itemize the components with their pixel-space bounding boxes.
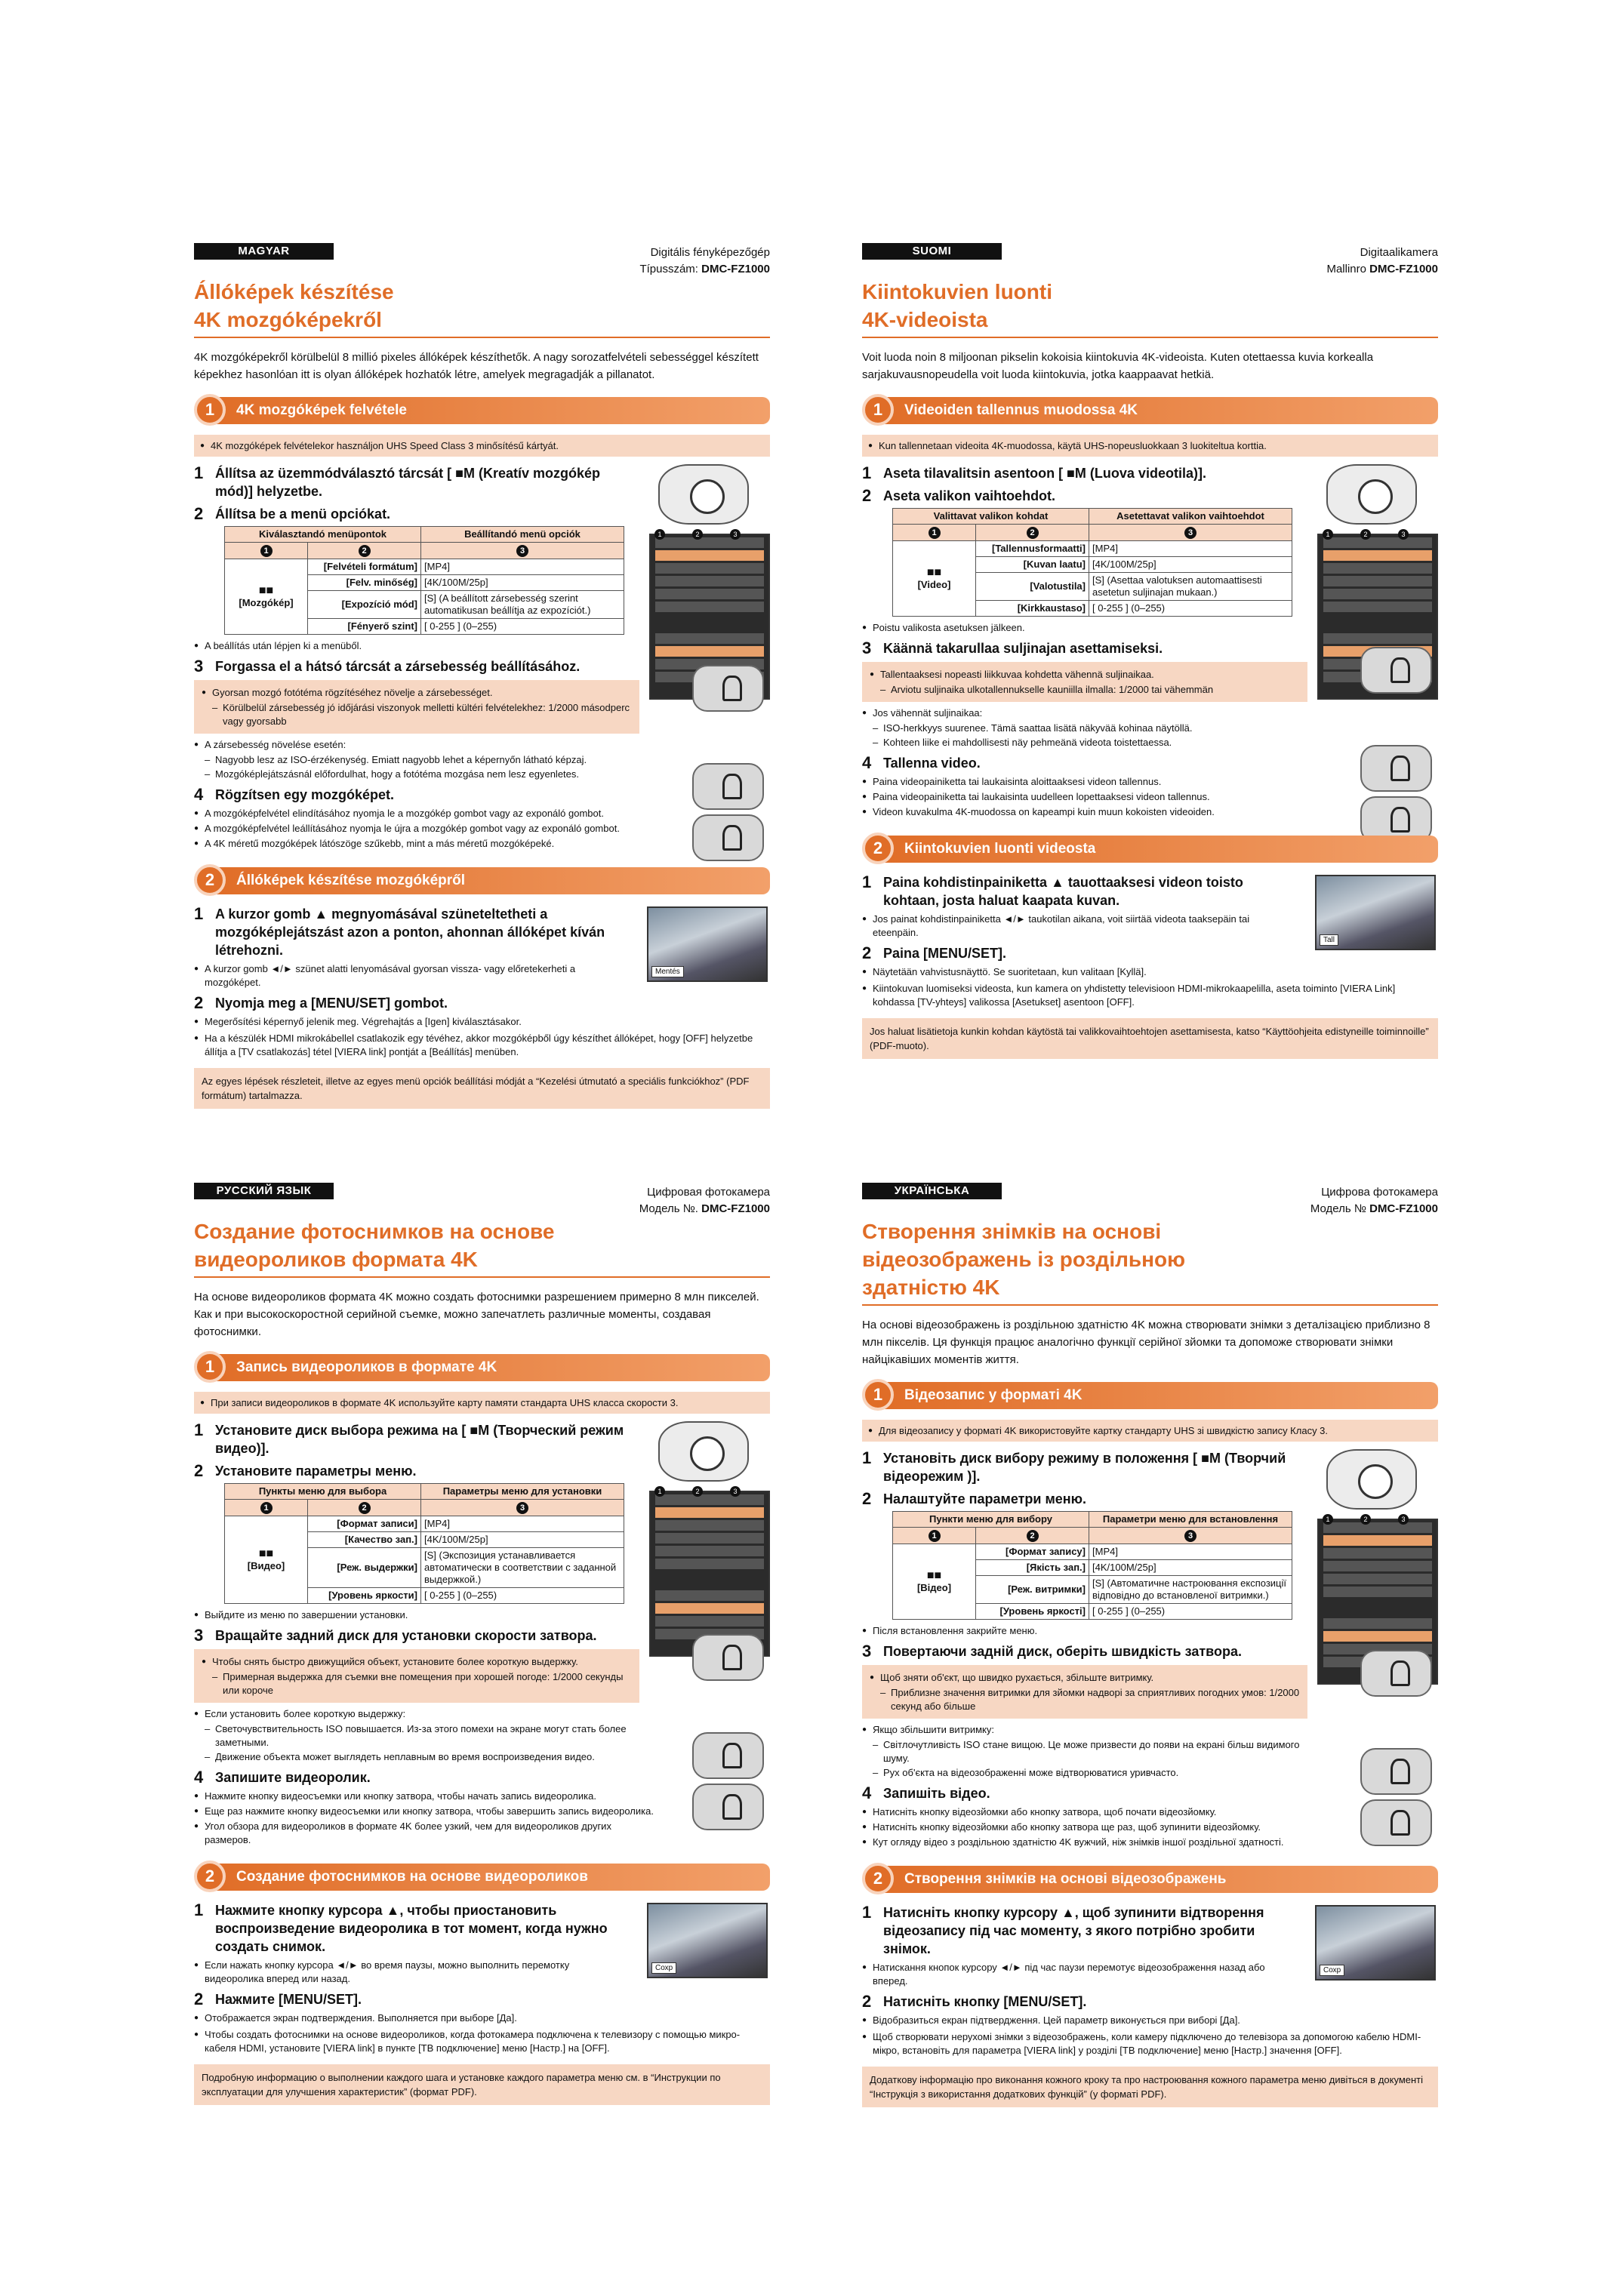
menu-group-label: [Відео] (916, 1581, 952, 1593)
table-row-key: [Kuvan laatu] (976, 557, 1089, 573)
step-1b: 1 Натисніть кнопку курсору ▲, щоб зупинити відтворення відеозапису під час моменту, з якого потрібно зробити знімок. (862, 1903, 1264, 1956)
callout-2-icon: 2 (692, 1486, 703, 1497)
playback-photo-illustration (1315, 1905, 1436, 1981)
table-row-key: [Fényerő szint] (308, 619, 421, 635)
panel-russian (194, 1183, 770, 2105)
cursor-note: ● Натискання кнопок курсору ◄/► під час паузи перемотує відеозображення назад або вперед. (862, 1961, 1285, 1988)
card-note: ● Kun tallennetaan videoita 4K-muodossa, käytä UHS-nopeusluokkaan 3 luokiteltua korttia. (862, 435, 1438, 457)
hdmi-note: ● Kiintokuvan luomiseksi videosta, kun kamera on yhdistetty televisioon HDMI-mikrokaapelilla, aseta toiminto [VIERA Link] kohdassa [TV-yhteys] valikossa [Asetukset] asentoon [OFF]. (862, 982, 1438, 1009)
step-text: Tallenna video. (883, 756, 981, 771)
tip-detail: – Körülbelül zársebesség jó időjárási viszonyok melletti kültéri felvételekhez: 1/2000 másodperc vagy gyorsabb (202, 701, 632, 728)
section-title: Відеозапис у форматі 4K (904, 1387, 1083, 1403)
table-row-key: [Формат запису] (976, 1544, 1089, 1560)
intro-text: 4K mozgóképekről körülbelül 8 millió pixeles állóképek készíthetők. A nagy sorozatfelvételi sebességgel készített képekhez hasonlóan itt is olyan állóképek hozhatók létre, amelyek megragadják a pillanatot. (194, 351, 759, 381)
step-2: 2 Установите параметры меню. (194, 1461, 417, 1480)
record-note: ● A mozgóképfelvétel leállításához nyomja le újra a mozgókép gombot vagy az exponáló gombot. (194, 822, 654, 836)
table-row-value: [4K/100M/25p] (421, 1532, 624, 1548)
section-1-header (862, 1379, 1438, 1412)
section-number: 1 (194, 1351, 226, 1383)
card-note: ● При записи видеороликов в формате 4K используйте карту памяти стандарта UHS класса скорости 3. (194, 1392, 770, 1414)
record-note: ● A mozgóképfelvétel elindításához nyomja le a mozgókép gombot vagy az exponáló gombot. (194, 807, 654, 820)
step-text: Натисніть кнопку курсору ▲, щоб зупинити відтворення відеозапису під час моменту, з якого потрібно зробити знімок. (883, 1905, 1264, 1956)
shutter-button-illustration (692, 814, 764, 861)
table-row-key: [Реж. витримки] (976, 1576, 1089, 1604)
table-row-value: [ 0-255 ] (0–255) (1089, 601, 1292, 617)
section-title: Запись видеороликов в формате 4K (236, 1359, 497, 1375)
menu-group-label: [Mozgókép] (239, 596, 294, 608)
model-code: DMC-FZ1000 (701, 1202, 770, 1215)
after-setting-note: ● A beállítás után lépjen ki a menüből. (194, 639, 770, 653)
section-number: 2 (862, 1863, 894, 1894)
table-row-value: [S] (A beállított zársebesség szerint automatikusan beállítja az expozíciót.) (421, 591, 624, 619)
confirm-note: ● Відобразиться екран підтвердження. Цей параметр виконується при виборі [Да]. (862, 2014, 1300, 2027)
section-1-header (194, 1351, 770, 1384)
product-type: Digitaalikamera (1360, 246, 1438, 259)
shutter-note-detail: – Kohteen liike ei mahdollisesti näy pehmeänä videota toistettaessa. (862, 736, 1315, 749)
table-row-value: [MP4] (1089, 541, 1292, 557)
title-line-2: 4K-videoista (862, 308, 988, 331)
section-number: 1 (194, 394, 226, 426)
callout-1-icon: 1 (1323, 529, 1333, 540)
section-number: 1 (862, 394, 894, 426)
step-text: Натисніть кнопку [MENU/SET]. (883, 1994, 1087, 2009)
model-info (1242, 245, 1438, 278)
step-text: Állítsa az üzemmódválasztó tárcsát [ ■M (Kreatív mozgókép mód)] helyzetbe. (215, 466, 601, 499)
shutter-note: ● Если установить более короткую выдержку: (194, 1707, 770, 1721)
shutter-note-detail: – Движение объекта может выглядеть неплавным во время воспроизведения видео. (194, 1750, 647, 1764)
callout-1-icon: 1 (654, 1486, 665, 1497)
table-row-key: [Уровень яркості] (976, 1604, 1089, 1620)
intro-text: На основі відеозображень із роздільною здатністю 4K можна створювати знімки з деталізацією приблизно 8 млн пікселів. Ця функція працює аналогічно функції серійної зйомки та допоможе створювати знімки найцікавіших моментів життя. (862, 1319, 1431, 1366)
confirm-note: ● Megerősítési képernyő jelenik meg. Végrehajtás a [Igen] kiválasztásakor. (194, 1015, 632, 1029)
shutter-note-detail: – Світлочутливість ISO стане вищою. Це може призвести до появи на екрані більш видимого шуму. (862, 1738, 1315, 1765)
product-type: Цифрова фотокамера (1321, 1186, 1438, 1199)
table-header-items: Пункти меню для вибору (893, 1512, 1089, 1528)
section-2-header (194, 864, 770, 897)
section-1-header (862, 394, 1438, 427)
playback-photo-illustration (647, 906, 768, 982)
section-1-header (194, 394, 770, 427)
step-4: 4 Запишіть відео. (862, 1784, 990, 1802)
step-2b: 2 Нажмите [MENU/SET]. (194, 1990, 362, 2008)
table-row-value: [4K/100M/25p] (1089, 557, 1292, 573)
step-2b: 2 Paina [MENU/SET]. (862, 943, 1007, 962)
title-rule (862, 337, 1438, 338)
table-row-key: [Expozíció mód] (308, 591, 421, 619)
title-line-2: 4K mozgóképekről (194, 308, 382, 331)
table-row-value: [MP4] (421, 1516, 624, 1532)
cursor-note: ● Если нажать кнопку курсора ◄/► во время паузы, можно выполнить перемотку видеоролика вперед или назад. (194, 1959, 617, 1986)
record-note: ● A 4K méretű mozgóképek látószöge szűkebb, mint a más méretű mozgóképeké. (194, 837, 654, 851)
steps-1-block (194, 1421, 770, 1622)
callout-3-icon: 3 (1398, 1514, 1409, 1525)
shutter-button-illustration (1360, 1799, 1432, 1846)
section-2-header (194, 1860, 770, 1894)
table-header-items: Пункты меню для выбора (225, 1484, 421, 1500)
photo-tag: Сохр (1320, 1965, 1344, 1976)
tip-text: ● Tallentaaksesi nopeasti liikkuvaa kohdetta vähennä suljinaikaa. (870, 668, 1300, 682)
step-text: Aseta tilavalitsin asentoon [ ■M (Luova videotila)]. (883, 466, 1206, 481)
language-label: УКРАЇНСЬКА (862, 1183, 1002, 1199)
menu-group: ■■ [Mozgókép] (225, 559, 308, 635)
step-3: 3 Forgassa el a hátsó tárcsát a zársebesség beállításához. (194, 657, 581, 676)
section-number: 2 (194, 1860, 226, 1892)
shutter-speed-tip (862, 1665, 1307, 1719)
panel-header (862, 243, 1438, 278)
menu-settings-table: Пункты меню для выбора Параметры меню для установки 1 2 3 ■■ [Видео] [Формат записи] [MP4] [Качество зап.] [4K/100M/25p] [Реж. выдержки] [S] (Экспозиция устанавливается автоматически в соответствии с заданной выдержкой.) [Уровень яркости] [ 0-255 ] (0–255) (224, 1483, 624, 1604)
table-row-key: [Kirkkaustaso] (976, 601, 1089, 617)
step-4: 4 Запишите видеоролик. (194, 1768, 371, 1787)
card-note: ● Для відеозапису у форматі 4K використовуйте картку стандарту UHS зі швидкістю запису Класу 3. (862, 1420, 1438, 1442)
steps-3-4-block (194, 657, 770, 851)
title-line-1: Создание фотоснимков на основе (194, 1220, 555, 1243)
table-row-key: [Felv. minőség] (308, 575, 421, 591)
step-1: 1 Aseta tilavalitsin asentoon [ ■M (Luova videotila)]. (862, 463, 1206, 482)
table-row-value: [ 0-255 ] (0–255) (421, 1588, 624, 1604)
step-4: 4 Rögzítsen egy mozgóképet. (194, 785, 395, 804)
model-label: Модель № (1310, 1202, 1366, 1215)
product-type: Цифровая фотокамера (647, 1186, 770, 1199)
card-note: ● 4K mozgóképek felvételekor használjon UHS Speed Class 3 minősítésű kártyát. (194, 435, 770, 457)
product-type: Digitális fényképezőgép (650, 246, 770, 259)
after-setting-note: ● Poistu valikosta asetuksen jälkeen. (862, 621, 1438, 635)
shutter-note: ● A zársebesség növelése esetén: (194, 738, 770, 752)
title-line-2: відеозображень із роздільною здатністю 4K (862, 1248, 1186, 1299)
table-row-value: [MP4] (421, 559, 624, 575)
steps-3-4-block (194, 1627, 770, 1847)
page-title (194, 1217, 587, 1273)
step-text: Повертаючи задній диск, оберіть швидкість затвора. (883, 1644, 1242, 1659)
section-title: Állóképek készítése mozgóképről (236, 873, 466, 888)
title-line-1: Állóképek készítése (194, 280, 394, 303)
table-row-value: [4K/100M/25p] (1089, 1560, 1292, 1576)
steps-1-block (862, 1449, 1438, 1638)
step-text: Установите параметры меню. (215, 1463, 417, 1479)
table-row-value: [ 0-255 ] (0–255) (1089, 1604, 1292, 1620)
step-text: Rögzítsen egy mozgóképet. (215, 787, 395, 802)
menu-settings-table: Пункти меню для вибору Параметри меню для встановлення 1 2 3 ■■ [Відео] [Формат запису] [MP4] [Якість зап.] [4K/100M/25p] [Реж. витримки] [S] (Автоматичне настроювання експозиції відповідно до встановленої витримки.) [Уровень яркості] [ 0-255 ] (0–255) (892, 1511, 1292, 1620)
model-code: DMC-FZ1000 (701, 263, 770, 275)
menu-group-label: [Видео] (247, 1559, 285, 1571)
photo-tag: Mentés (651, 966, 684, 977)
page-title (862, 278, 1255, 334)
panel-ukrainian (862, 1183, 1438, 2107)
cursor-note: ● A kurzor gomb ◄/► szünet alatti lenyomásával gyorsan vissza- vagy előretekerheti a mozgóképet. (194, 962, 617, 989)
step-4: 4 Tallenna video. (862, 753, 981, 772)
footer-note: Jos haluat lisätietoja kunkin kohdan käytöstä tai valikkovaihtoehtojen asettamisesta, katso “Käyttöohjeita edistyneille toiminnoille” (PDF-muoto). (862, 1018, 1438, 1059)
model-number (574, 261, 770, 278)
panel-header (194, 1183, 770, 1217)
language-label: MAGYAR (194, 243, 334, 260)
shutter-note-detail: – Светочувствительность ISO повышается. Из-за этого помехи на экране могут стать более заметными. (194, 1722, 647, 1750)
model-info (1242, 1184, 1438, 1217)
table-header-options: Beállítandó menü opciók (421, 527, 624, 543)
steps-section-2-block (194, 905, 770, 1029)
model-label: Mallinro (1326, 263, 1366, 275)
menu-settings-table: Kiválasztandó menüpontok Beállítandó menü opciók 1 2 3 ■■ [Mozgókép] [Felvételi formátum] [MP4] [Felv. minőség] [4K/100M/25p] [Expozíció mód] [S] (A beállított zársebesség szerint automatikusan beállítja az expozíciót.) [Fényerő szint] [ 0-255 ] (0–255) (224, 526, 624, 635)
table-row-value: [S] (Автоматичне настроювання експозиції відповідно до встановленої витримки.) (1089, 1576, 1292, 1604)
page-title (194, 278, 587, 334)
title-line-1: Kiintokuvien luonti (862, 280, 1052, 303)
steps-3-4-block (862, 639, 1438, 819)
step-3: 3 Käännä takarullaa suljinajan asettamiseksi. (862, 639, 1163, 657)
step-2b: 2 Nyomja meg a [MENU/SET] gombot. (194, 993, 448, 1012)
step-text: Нажмите [MENU/SET]. (215, 1992, 362, 2007)
step-1b: 1 Paina kohdistinpainiketta ▲ tauottaaksesi videon toisto kohtaan, josta haluat kaapata kuvan. (862, 873, 1243, 908)
menu-group: ■■ [Video] (893, 541, 976, 617)
callout-3-icon: 3 (1398, 529, 1409, 540)
tip-detail: – Приблизне значення витримки для зйомки надворі за сприятливих погодних умов: 1/2000 секунд або більше (870, 1686, 1300, 1713)
table-row-value: [S] (Экспозиция устанавливается автоматически в соответствии с заданной выдержкой.) (421, 1548, 624, 1588)
title-rule (194, 1276, 770, 1278)
table-row-value: [ 0-255 ] (0–255) (421, 619, 624, 635)
hdmi-note: ● Ha a készülék HDMI mikrokábellel csatlakozik egy tévéhez, akkor mozgóképből úgy készíthet állóképet, hogy [OFF] helyzetbe állítja a [TV csatlakozás] tétel [VIERA link] pontját a [Beállítás] menüben. (194, 1032, 770, 1059)
step-2: 2 Állítsa be a menü opciókat. (194, 504, 391, 523)
shutter-note: ● Jos vähennät suljinaikaa: (862, 706, 1438, 720)
panel-header (862, 1183, 1438, 1217)
callout-2-icon: 2 (1360, 529, 1371, 540)
step-text: Налаштуйте параметри меню. (883, 1491, 1087, 1507)
confirm-note: ● Отображается экран подтверждения. Выполняется при выборе [Да]. (194, 2011, 632, 2025)
section-title: Создание фотоснимков на основе видеороликов (236, 1869, 588, 1885)
shutter-note: ● Якщо збільшити витримку: (862, 1723, 1438, 1737)
step-1b: 1 A kurzor gomb ▲ megnyomásával szüneteltetheti a mozgóképlejátszást azon a ponton, ahonnan állóképet kíván létrehozni. (194, 904, 605, 958)
menu-settings-table: Valittavat valikon kohdat Asetettavat valikon vaihtoehdot 1 2 3 ■■ [Video] [Tallennusformaatti] [MP4] [Kuvan laatu] [4K/100M/25p] [Valotustila] [S] (Asettaa valotuksen automaattisesti asetetun suljinajan mukaan.) [Kirkkaustaso] [ 0-255 ] (0–255) (892, 508, 1292, 617)
shutter-note-detail: – ISO-herkkyys suurenee. Tämä saattaa lisätä näkyvää kohinaa näytöllä. (862, 722, 1315, 735)
step-text: Állítsa be a menü opciókat. (215, 506, 391, 522)
section-title: Kiintokuvien luonti videosta (904, 841, 1096, 857)
table-row-key: [Реж. выдержки] (308, 1548, 421, 1588)
step-3: 3 Повертаючи задній диск, оберіть швидкість затвора. (862, 1642, 1242, 1660)
model-number (1242, 1201, 1438, 1217)
callout-2-icon: 2 (692, 529, 703, 540)
title-line-1: Створення знімків на основі (862, 1220, 1162, 1243)
record-note: ● Натисніть кнопку відеозйомки або кнопку затвора, щоб почати відеозйомку. (862, 1805, 1323, 1819)
step-2: 2 Aseta valikon vaihtoehdot. (862, 486, 1056, 505)
record-note: ● Paina videopainiketta tai laukaisinta aloittaaksesi videon tallennus. (862, 775, 1323, 789)
panel-header (194, 243, 770, 278)
section-number: 2 (862, 833, 894, 864)
step-text: Вращайте задний диск для установки скорости затвора. (215, 1628, 597, 1643)
panel-finnish (862, 243, 1438, 1059)
confirm-note: ● Näytetään vahvistusnäyttö. Se suoritetaan, kun valitaan [Kyllä]. (862, 965, 1300, 979)
record-note: ● Еще раз нажмите кнопку видеосъемки или кнопку затвора, чтобы завершить запись видеоролика. (194, 1805, 654, 1818)
callout-3-icon: 3 (730, 529, 741, 540)
page-title (862, 1217, 1255, 1301)
step-text: Paina [MENU/SET]. (883, 946, 1007, 961)
step-text: Нажмите кнопку курсора ▲, чтобы приостановить воспроизведение видеоролика в тот момент, когда нужно создать снимок. (215, 1903, 608, 1954)
tip-text: ● Gyorsan mozgó fotótéma rögzítéséhez növelje a zársebességet. (202, 686, 632, 700)
model-code: DMC-FZ1000 (1369, 1202, 1438, 1215)
shutter-speed-tip (862, 662, 1307, 702)
table-row-key: [Felvételi formátum] (308, 559, 421, 575)
section-title: Створення знімків на основі відеозображень (904, 1871, 1227, 1887)
steps-section-2-block (862, 873, 1438, 979)
step-text: Forgassa el a hátsó tárcsát a zársebesség beállításához. (215, 659, 581, 674)
callout-1-icon: 1 (654, 529, 665, 540)
section-2-header (862, 833, 1438, 866)
intro-text: На основе видеороликов формата 4K можно создать фотоснимки разрешением примерно 8 млн пикселей. Как и при высокоскоростной серийной съемке, можно запечатлеть различные моменты, создавая фотоснимки. (194, 1291, 759, 1338)
table-row-key: [Формат записи] (308, 1516, 421, 1532)
step-text: Paina kohdistinpainiketta ▲ tauottaaksesi videon toisto kohtaan, josta haluat kaapata kuvan. (883, 875, 1243, 908)
model-label: Модель №. (639, 1202, 698, 1215)
section-number: 1 (862, 1379, 894, 1411)
step-text: Установите диск выбора режима на [ ■M (Творческий режим видео)]. (215, 1423, 624, 1456)
record-note: ● Нажмите кнопку видеосъемки или кнопку затвора, чтобы начать запись видеоролика. (194, 1790, 654, 1803)
model-info (574, 245, 770, 278)
shutter-speed-tip (194, 1649, 639, 1703)
model-number (1242, 261, 1438, 278)
shutter-button-illustration (692, 1784, 764, 1830)
table-row-key: [Tallennusformaatti] (976, 541, 1089, 557)
record-note: ● Натисніть кнопку відеозйомки або кнопку затвора ще раз, щоб зупинити відеозйомку. (862, 1820, 1323, 1834)
cursor-note: ● Jos painat kohdistinpainiketta ◄/► taukotilan aikana, voit siirtää videota taaksepäin tai eteenpäin. (862, 913, 1285, 940)
section-title: 4K mozgóképek felvétele (236, 402, 407, 418)
step-2: 2 Налаштуйте параметри меню. (862, 1489, 1087, 1508)
table-row-value: [MP4] (1089, 1544, 1292, 1560)
table-header-options: Asetettavat valikon vaihtoehdot (1089, 509, 1292, 525)
step-text: Установіть диск вибору режиму в положення [ ■M (Творчий відеорежим )]. (883, 1451, 1286, 1484)
table-row-value: [4K/100M/25p] (421, 575, 624, 591)
model-number (574, 1201, 770, 1217)
step-1: 1 Установіть диск вибору режиму в положення [ ■M (Творчий відеорежим )]. (862, 1448, 1286, 1484)
step-text: Запишіть відео. (883, 1786, 990, 1801)
section-number: 2 (194, 864, 226, 896)
playback-photo-illustration (1315, 875, 1436, 950)
shutter-note-detail: – Nagyobb lesz az ISO-érzékenység. Emiatt nagyobb lehet a képernyőn látható képzaj. (194, 753, 647, 767)
step-3: 3 Вращайте задний диск для установки скорости затвора. (194, 1626, 597, 1645)
tip-text: ● Щоб зняти об'єкт, що швидко рухається, збільште витримку. (870, 1671, 1300, 1685)
title-rule (862, 1304, 1438, 1306)
section-title: Videoiden tallennus muodossa 4K (904, 402, 1138, 418)
shutter-note-detail: – Mozgóképlejátszásnál előfordulhat, hogy a fotótéma mozgása nem lesz egyenletes. (194, 768, 647, 781)
callout-1-icon: 1 (1323, 1514, 1333, 1525)
callout-2-icon: 2 (1360, 1514, 1371, 1525)
menu-group: ■■ [Видео] (225, 1516, 308, 1604)
table-header-items: Valittavat valikon kohdat (893, 509, 1089, 525)
footer-note: Додаткову інформацію про виконання кожного кроку та про настроювання кожного параметра меню дивіться в документі “Інструкція з використання додаткових функцій” (у форматі PDF). (862, 2067, 1438, 2107)
steps-1-block (194, 464, 770, 653)
record-note: ● Угол обзора для видеороликов в формате 4K более узкий, чем для видеороликов других размеров. (194, 1820, 654, 1847)
shutter-speed-tip (194, 680, 639, 734)
steps-1-block (862, 464, 1438, 635)
steps-section-2-block (194, 1901, 770, 2025)
title-line-2: видеороликов формата 4K (194, 1248, 478, 1271)
steps-3-4-block (862, 1642, 1438, 1849)
title-rule (194, 337, 770, 338)
language-label: SUOMI (862, 243, 1002, 260)
playback-photo-illustration (647, 1903, 768, 1978)
intro-text: Voit luoda noin 8 miljoonan pikselin kokoisia kiintokuvia 4K-videoista. Kuten otettaessa kuvia korkealla sarjakuvausnopeudella voit luoda kiintokuvia, jotka kaappaavat hetkiä. (862, 351, 1374, 381)
tip-detail: – Примерная выдержка для съемки вне помещения при хорошей погоде: 1/2000 секунды или короче (202, 1670, 632, 1697)
table-header-options: Параметры меню для установки (421, 1484, 624, 1500)
tip-text: ● Чтобы снять быстро движущийся объект, установите более короткую выдержку. (202, 1655, 632, 1669)
step-text: A kurzor gomb ▲ megnyomásával szüneteltetheti a mozgóképlejátszást azon a ponton, ahonnan állóképet kíván létrehozni. (215, 906, 605, 958)
table-row-key: [Уровень яркости] (308, 1588, 421, 1604)
shutter-note-detail: – Рух об'єкта на відеозображенні може відтворюватися уривчасто. (862, 1766, 1315, 1780)
steps-section-2-block (862, 1904, 1438, 2027)
panel-hungarian (194, 243, 770, 1109)
table-row-key: [Якість зап.] (976, 1560, 1089, 1576)
model-code: DMC-FZ1000 (1369, 263, 1438, 275)
footer-note: Az egyes lépések részleteit, illetve az egyes menü opciók beállítási módját a “Kezelési útmutató a speciális funkciókhoz” (PDF formátum) tartalmazza. (194, 1068, 770, 1109)
step-2b: 2 Натисніть кнопку [MENU/SET]. (862, 1992, 1087, 2011)
step-1: 1 Állítsa az üzemmódválasztó tárcsát [ ■M (Kreatív mozgókép mód)] helyzetbe. (194, 463, 601, 499)
step-text: Käännä takarullaa suljinajan asettamiseksi. (883, 641, 1163, 656)
footer-note: Подробную информацию о выполнении каждого шага и установке каждого параметра меню см. в “Инструкции по эксплуатации для улучшения характеристик” (формат PDF). (194, 2064, 770, 2105)
record-note: ● Videon kuvakulma 4K-muodossa on kapeampi kuin muun kokoisten videoiden. (862, 805, 1323, 819)
step-text: Запишите видеоролик. (215, 1770, 371, 1785)
record-note: ● Кут огляду відео з роздільною здатністю 4K вужчий, ніж знімків іншої роздільної здатності. (862, 1836, 1323, 1849)
photo-tag: Tall (1320, 934, 1338, 946)
language-label: РУССКИЙ ЯЗЫК (194, 1183, 334, 1199)
record-note: ● Paina videopainiketta tai laukaisinta uudelleen lopettaaksesi videon tallennus. (862, 790, 1323, 804)
hdmi-note: ● Чтобы создать фотоснимки на основе видеороликов, когда фотокамера подключена к телевизору с помощью микро-кабеля HDMI, установите [VIERA link] в пункте [ТВ подключение] меню [Настр.] на [OFF]. (194, 2028, 770, 2055)
table-row-key: [Valotustila] (976, 573, 1089, 601)
tip-detail: – Arviotu suljinaika ulkotallennukselle kauniilla ilmalla: 1/2000 tai vähemmän (870, 683, 1300, 697)
hdmi-note: ● Щоб створювати нерухомі знімки з відеозображень, коли камеру підключено до телевізора за допомогою кабелю HDMI-мікро, встановіть для параметра [VIERA link] у розділі [ТВ подключение] меню [Настр.] значення [OFF]. (862, 2030, 1438, 2057)
menu-group: ■■ [Відео] (893, 1544, 976, 1620)
step-1: 1 Установите диск выбора режима на [ ■M (Творческий режим видео)]. (194, 1420, 624, 1456)
after-setting-note: ● Після встановлення закрийте меню. (862, 1624, 1438, 1638)
table-header-options: Параметри меню для встановлення (1089, 1512, 1292, 1528)
table-header-items: Kiválasztandó menüpontok (225, 527, 421, 543)
model-info (574, 1184, 770, 1217)
photo-tag: Сохр (651, 1962, 676, 1974)
table-row-key: [Качество зап.] (308, 1532, 421, 1548)
step-1b: 1 Нажмите кнопку курсора ▲, чтобы приостановить воспроизведение видеоролика в тот момент, когда нужно создать снимок. (194, 1901, 608, 1954)
section-2-header (862, 1863, 1438, 1896)
menu-group-label: [Video] (917, 578, 951, 590)
after-setting-note: ● Выйдите из меню по завершении установки. (194, 1608, 770, 1622)
step-text: Aseta valikon vaihtoehdot. (883, 488, 1056, 503)
callout-3-icon: 3 (730, 1486, 741, 1497)
step-text: Nyomja meg a [MENU/SET] gombot. (215, 996, 448, 1011)
model-label: Típusszám: (639, 263, 698, 275)
table-row-value: [S] (Asettaa valotuksen automaattisesti asetetun suljinajan mukaan.) (1089, 573, 1292, 601)
